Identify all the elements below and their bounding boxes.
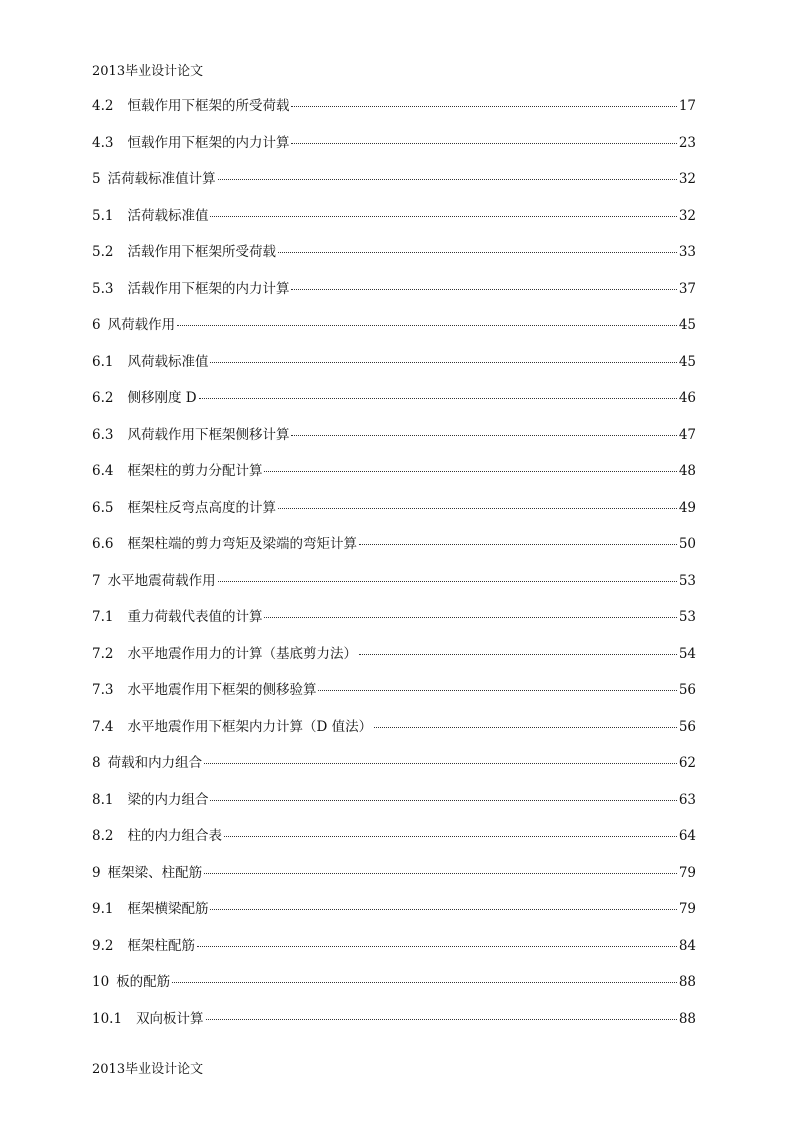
toc-entry-number: 6.4 [92,463,114,479]
toc-entry-number: 7.1 [92,609,114,625]
toc-entry[interactable] [92,680,696,717]
page-footer: 2013毕业设计论文 [92,1062,204,1077]
toc-entry[interactable] [92,1009,696,1046]
toc-entry[interactable] [92,279,696,316]
toc-entry-number: 10.1 [92,1010,123,1027]
toc-dot-leader [210,909,676,910]
toc-entry[interactable] [92,790,696,827]
toc-entry-page-number: 45 [678,353,696,370]
toc-dot-leader [291,289,676,290]
toc-entry-page-number: 79 [678,864,696,881]
toc-entry[interactable] [92,461,696,498]
toc-dot-leader [177,325,677,326]
toc-entry[interactable] [92,206,696,243]
toc-entry-title: 框架柱配筋 [127,937,195,954]
toc-entry-page-number: 53 [678,572,696,589]
toc-entry-number: 7.3 [92,682,114,698]
toc-entry-number: 8 [92,755,101,771]
toc-entry-page-number: 64 [678,828,696,844]
toc-entry[interactable] [92,388,696,425]
toc-dot-leader [218,179,677,180]
toc-dot-leader [206,1019,677,1020]
toc-entry-title: 恒载作用下框架的所受荷载 [127,98,290,114]
toc-dot-leader [291,143,676,144]
toc-dot-leader [218,581,677,582]
toc-entry[interactable] [92,133,696,170]
toc-entry-title: 框架梁、柱配筋 [107,864,203,881]
toc-entry-title: 水平地震作用力的计算（基底剪力法） [127,645,357,662]
toc-entry-title: 梁的内力组合 [127,791,209,808]
toc-entry-page-number: 56 [678,718,696,735]
toc-entry-page-number: 84 [678,937,696,954]
toc-entry[interactable] [92,425,696,462]
toc-dot-leader [204,873,677,874]
toc-entry-title: 水平地震作用下框架的侧移验算 [127,682,317,698]
toc-entry-title: 框架横梁配筋 [127,901,209,917]
toc-entry[interactable] [92,571,696,608]
toc-entry[interactable] [92,169,696,206]
toc-entry-page-number: 50 [678,536,696,552]
toc-dot-leader [359,654,677,655]
toc-entry-number: 9.2 [92,937,114,954]
toc-dot-leader [278,252,677,253]
toc-entry-title: 风荷载标准值 [127,353,209,370]
toc-entry-number: 9 [92,864,101,881]
toc-dot-leader [210,800,676,801]
toc-entry[interactable] [92,826,696,863]
toc-entry-title: 柱的内力组合表 [127,828,222,844]
toc-entry-number: 4.3 [92,134,114,151]
toc-entry[interactable] [92,899,696,936]
toc-entry-title: 荷载和内力组合 [107,755,203,771]
toc-entry-number: 7.2 [92,645,114,662]
toc-entry-page-number: 45 [678,317,696,333]
toc-dot-leader [291,435,676,436]
toc-entry-title: 活载作用下框架所受荷载 [127,244,276,260]
toc-entry-page-number: 47 [678,426,696,443]
toc-entry-title: 框架柱端的剪力弯矩及梁端的弯矩计算 [127,536,357,552]
toc-dot-leader [210,216,676,217]
toc-entry-number: 6.5 [92,499,114,516]
toc-entry-number: 5.2 [92,244,114,260]
toc-dot-leader [197,946,677,947]
toc-entry-title: 活荷载标准值 [127,207,209,224]
toc-entry-title: 重力荷载代表值的计算 [127,609,263,625]
toc-entry-page-number: 32 [678,207,696,224]
toc-entry[interactable] [92,972,696,1009]
toc-dot-leader [374,727,677,728]
toc-entry-page-number: 88 [678,974,696,990]
toc-entry-number: 6.2 [92,390,114,406]
toc-entry-page-number: 53 [678,609,696,625]
toc-entry-page-number: 54 [678,645,696,662]
toc-entry-title: 风荷载作用下框架侧移计算 [127,426,290,443]
table-of-contents [92,96,696,1045]
toc-entry[interactable] [92,863,696,900]
toc-entry[interactable] [92,498,696,535]
toc-dot-leader [199,398,677,399]
toc-entry-page-number: 33 [678,244,696,260]
toc-entry-number: 8.2 [92,828,114,844]
toc-entry[interactable] [92,315,696,352]
toc-entry-number: 5 [92,171,101,187]
toc-entry-number: 10 [92,974,110,990]
toc-entry-page-number: 23 [678,134,696,151]
toc-entry-title: 水平地震荷载作用 [107,572,216,589]
toc-entry[interactable] [92,607,696,644]
toc-entry-number: 9.1 [92,901,114,917]
toc-entry-title: 恒载作用下框架的内力计算 [127,134,290,151]
toc-entry[interactable] [92,96,696,133]
toc-entry[interactable] [92,242,696,279]
toc-entry[interactable] [92,644,696,681]
toc-entry-title: 板的配筋 [116,974,171,990]
toc-dot-leader [264,617,676,618]
toc-entry-number: 5.1 [92,207,114,224]
toc-entry[interactable] [92,936,696,973]
toc-entry-title: 水平地震作用下框架内力计算（D 值法） [127,718,373,735]
toc-entry-page-number: 63 [678,791,696,808]
toc-dot-leader [278,508,677,509]
toc-dot-leader [204,763,677,764]
toc-entry-page-number: 46 [678,390,696,406]
toc-entry-page-number: 48 [678,463,696,479]
toc-entry[interactable] [92,753,696,790]
toc-entry-number: 5.3 [92,280,114,297]
toc-entry-page-number: 37 [678,280,696,297]
toc-entry-page-number: 79 [678,901,696,917]
toc-entry-page-number: 32 [678,171,696,187]
toc-entry-number: 6 [92,317,101,333]
toc-entry-page-number: 62 [678,755,696,771]
toc-dot-leader [264,471,676,472]
toc-entry-title: 活载作用下框架的内力计算 [127,280,290,297]
toc-dot-leader [318,690,676,691]
toc-entry-number: 7.4 [92,718,114,735]
toc-entry-number: 8.1 [92,791,114,808]
toc-dot-leader [291,106,676,107]
toc-entry-title: 双向板计算 [136,1010,204,1027]
toc-entry-number: 4.2 [92,98,114,114]
toc-dot-leader [172,982,677,983]
toc-entry-page-number: 88 [678,1010,696,1027]
toc-entry-title: 侧移刚度 D [127,390,197,406]
toc-entry-page-number: 17 [678,98,696,114]
toc-entry-number: 6.3 [92,426,114,443]
toc-entry[interactable] [92,534,696,571]
toc-entry-title: 风荷载作用 [107,317,176,333]
toc-dot-leader [359,544,677,545]
page-header: 2013毕业设计论文 [92,64,204,79]
toc-entry-title: 活荷载标准值计算 [107,171,216,187]
toc-entry[interactable] [92,717,696,754]
toc-entry-number: 6.6 [92,536,114,552]
toc-entry-title: 框架柱反弯点高度的计算 [127,499,276,516]
toc-entry-title: 框架柱的剪力分配计算 [127,463,263,479]
toc-dot-leader [210,362,676,363]
toc-entry-number: 7 [92,572,101,589]
toc-entry-number: 6.1 [92,353,114,370]
toc-entry-page-number: 49 [678,499,696,516]
toc-dot-leader [224,836,677,837]
toc-entry-page-number: 56 [678,682,696,698]
toc-entry[interactable] [92,352,696,389]
